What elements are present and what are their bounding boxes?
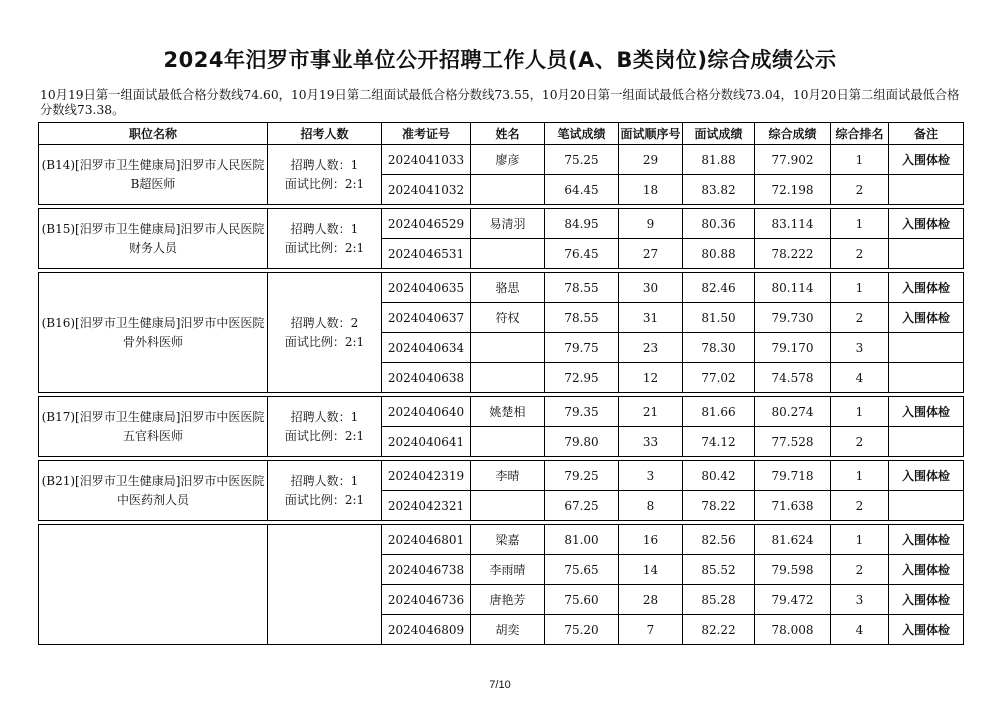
- ticket-cell: 2024046531: [382, 239, 471, 269]
- header-interview: 面试成绩: [683, 123, 755, 145]
- total-cell: 79.170: [755, 333, 831, 363]
- ticket-cell: 2024040635: [382, 273, 471, 303]
- table-header-row: [39, 123, 964, 145]
- rank-cell: 3: [831, 333, 889, 363]
- header-order: 面试顺序号: [619, 123, 683, 145]
- order-cell: 31: [619, 303, 683, 333]
- written-cell: 75.60: [545, 585, 619, 615]
- total-cell: 78.222: [755, 239, 831, 269]
- rank-cell: 2: [831, 175, 889, 205]
- rank-cell: 2: [831, 239, 889, 269]
- position-cell: (B17)[汨罗市卫生健康局]汨罗市中医医院五官科医师: [39, 397, 268, 457]
- remark-cell: [889, 175, 964, 205]
- rank-cell: 3: [831, 585, 889, 615]
- interview-cell: 85.52: [683, 555, 755, 585]
- name-cell: 李雨晴: [471, 555, 545, 585]
- remark-cell: 入围体检: [889, 397, 964, 427]
- total-cell: 79.598: [755, 555, 831, 585]
- recruit-info-cell: [268, 525, 382, 645]
- total-cell: 72.198: [755, 175, 831, 205]
- ticket-cell: 2024040634: [382, 333, 471, 363]
- header-total: 综合成绩: [755, 123, 831, 145]
- recruit-info-cell: [268, 273, 382, 393]
- order-cell: 33: [619, 427, 683, 457]
- name-cell: 廖彦: [471, 145, 545, 175]
- header-recruit: 招考人数: [268, 123, 382, 145]
- position-cell: (B14)[汨罗市卫生健康局]汨罗市人民医院B超医师: [39, 145, 268, 205]
- table-row: [39, 273, 964, 303]
- total-cell: 79.718: [755, 461, 831, 491]
- ticket-cell: 2024040638: [382, 363, 471, 393]
- name-cell: 梁嘉: [471, 525, 545, 555]
- interview-ratio: 面试比例：2:1: [284, 334, 365, 349]
- order-cell: 18: [619, 175, 683, 205]
- recruit-count: 招聘人数：2: [290, 315, 359, 330]
- name-cell: [471, 363, 545, 393]
- page-title: 2024年汨罗市事业单位公开招聘工作人员(A、B类岗位)综合成绩公示: [163, 48, 837, 72]
- rank-cell: 1: [831, 525, 889, 555]
- interview-cell: 77.02: [683, 363, 755, 393]
- written-cell: 78.55: [545, 303, 619, 333]
- ticket-cell: 2024041032: [382, 175, 471, 205]
- remark-cell: [889, 363, 964, 393]
- header-name: 姓名: [471, 123, 545, 145]
- written-cell: 64.45: [545, 175, 619, 205]
- rank-cell: 1: [831, 273, 889, 303]
- table-row: [39, 397, 964, 427]
- ticket-cell: 2024046736: [382, 585, 471, 615]
- order-cell: 16: [619, 525, 683, 555]
- name-cell: [471, 427, 545, 457]
- recruit-count: 招聘人数：1: [290, 473, 359, 488]
- name-cell: 姚楚相: [471, 397, 545, 427]
- interview-cell: 78.30: [683, 333, 755, 363]
- rank-cell: 4: [831, 363, 889, 393]
- table-row: [39, 145, 964, 175]
- table-row: [39, 209, 964, 239]
- rank-cell: 1: [831, 397, 889, 427]
- recruit-count: 招聘人数：1: [290, 157, 359, 172]
- position-cell: [39, 525, 268, 645]
- remark-cell: 入围体检: [889, 525, 964, 555]
- name-cell: 唐艳芳: [471, 585, 545, 615]
- remark-cell: 入围体检: [889, 461, 964, 491]
- interview-cell: 85.28: [683, 585, 755, 615]
- written-cell: 79.25: [545, 461, 619, 491]
- header-ticket: 准考证号: [382, 123, 471, 145]
- total-cell: 81.624: [755, 525, 831, 555]
- recruit-info-cell: [268, 145, 382, 205]
- interview-cell: 80.42: [683, 461, 755, 491]
- remark-cell: 入围体检: [889, 145, 964, 175]
- header-rank: 综合排名: [831, 123, 889, 145]
- order-cell: 30: [619, 273, 683, 303]
- interview-ratio: 面试比例：2:1: [284, 492, 365, 507]
- position-cell: (B21)[汨罗市卫生健康局]汨罗市中医医院中医药剂人员: [39, 461, 268, 521]
- total-cell: 80.274: [755, 397, 831, 427]
- ticket-cell: 2024040641: [382, 427, 471, 457]
- interview-ratio: 面试比例：2:1: [284, 176, 365, 191]
- interview-ratio: 面试比例：2:1: [284, 428, 365, 443]
- total-cell: 80.114: [755, 273, 831, 303]
- interview-ratio: 面试比例：2:1: [284, 240, 365, 255]
- interview-cell: 81.88: [683, 145, 755, 175]
- written-cell: 67.25: [545, 491, 619, 521]
- ticket-cell: 2024046809: [382, 615, 471, 645]
- ticket-cell: 2024040640: [382, 397, 471, 427]
- order-cell: 28: [619, 585, 683, 615]
- header-position: 职位名称: [39, 123, 268, 145]
- remark-cell: [889, 333, 964, 363]
- order-cell: 12: [619, 363, 683, 393]
- written-cell: 72.95: [545, 363, 619, 393]
- name-cell: [471, 175, 545, 205]
- position-cell: (B15)[汨罗市卫生健康局]汨罗市人民医院财务人员: [39, 209, 268, 269]
- remark-cell: 入围体检: [889, 615, 964, 645]
- written-cell: 75.20: [545, 615, 619, 645]
- order-cell: 9: [619, 209, 683, 239]
- rank-cell: 2: [831, 491, 889, 521]
- order-cell: 3: [619, 461, 683, 491]
- remark-cell: [889, 491, 964, 521]
- interview-cell: 83.82: [683, 175, 755, 205]
- recruit-info-cell: [268, 209, 382, 269]
- ticket-cell: 2024041033: [382, 145, 471, 175]
- remark-cell: 入围体检: [889, 273, 964, 303]
- order-cell: 7: [619, 615, 683, 645]
- rank-cell: 1: [831, 209, 889, 239]
- remark-cell: 入围体检: [889, 585, 964, 615]
- written-cell: 75.65: [545, 555, 619, 585]
- rank-cell: 2: [831, 427, 889, 457]
- total-cell: 77.902: [755, 145, 831, 175]
- interview-cell: 82.56: [683, 525, 755, 555]
- remark-cell: 入围体检: [889, 303, 964, 333]
- interview-cell: 78.22: [683, 491, 755, 521]
- written-cell: 79.80: [545, 427, 619, 457]
- name-cell: 易清羽: [471, 209, 545, 239]
- remark-cell: [889, 427, 964, 457]
- order-cell: 21: [619, 397, 683, 427]
- table-row: [39, 525, 964, 555]
- total-cell: 83.114: [755, 209, 831, 239]
- name-cell: [471, 491, 545, 521]
- total-cell: 78.008: [755, 615, 831, 645]
- written-cell: 76.45: [545, 239, 619, 269]
- recruit-count: 招聘人数：1: [290, 221, 359, 236]
- header-remark: 备注: [889, 123, 964, 145]
- recruit-info-cell: [268, 397, 382, 457]
- ticket-cell: 2024042319: [382, 461, 471, 491]
- rank-cell: 1: [831, 145, 889, 175]
- interview-cell: 74.12: [683, 427, 755, 457]
- rank-cell: 2: [831, 555, 889, 585]
- ticket-cell: 2024046801: [382, 525, 471, 555]
- header-written: 笔试成绩: [545, 123, 619, 145]
- name-cell: 李晴: [471, 461, 545, 491]
- results-table: [38, 122, 964, 645]
- order-cell: 23: [619, 333, 683, 363]
- interview-cell: 80.36: [683, 209, 755, 239]
- recruit-count: 招聘人数：1: [290, 409, 359, 424]
- order-cell: 8: [619, 491, 683, 521]
- remark-cell: 入围体检: [889, 209, 964, 239]
- name-cell: [471, 333, 545, 363]
- position-cell: (B16)[汨罗市卫生健康局]汨罗市中医医院骨外科医师: [39, 273, 268, 393]
- name-cell: 胡奕: [471, 615, 545, 645]
- score-threshold-note: 10月19日第一组面试最低合格分数线74.60，10月19日第二组面试最低合格分数线73.55，10月20日第一组面试最低合格分数线73.04，10月20日第二组面试最低合格分数线73.38。: [40, 88, 960, 117]
- total-cell: 79.472: [755, 585, 831, 615]
- recruit-info-cell: [268, 461, 382, 521]
- ticket-cell: 2024046529: [382, 209, 471, 239]
- page-number: 7/10: [489, 679, 511, 691]
- written-cell: 79.75: [545, 333, 619, 363]
- remark-cell: 入围体检: [889, 555, 964, 585]
- rank-cell: 4: [831, 615, 889, 645]
- order-cell: 29: [619, 145, 683, 175]
- interview-cell: 80.88: [683, 239, 755, 269]
- interview-cell: 81.66: [683, 397, 755, 427]
- written-cell: 79.35: [545, 397, 619, 427]
- order-cell: 14: [619, 555, 683, 585]
- written-cell: 84.95: [545, 209, 619, 239]
- ticket-cell: 2024042321: [382, 491, 471, 521]
- interview-cell: 82.22: [683, 615, 755, 645]
- ticket-cell: 2024040637: [382, 303, 471, 333]
- name-cell: 符权: [471, 303, 545, 333]
- written-cell: 78.55: [545, 273, 619, 303]
- results-body: [39, 145, 964, 645]
- table-row: [39, 461, 964, 491]
- total-cell: 79.730: [755, 303, 831, 333]
- rank-cell: 1: [831, 461, 889, 491]
- total-cell: 74.578: [755, 363, 831, 393]
- total-cell: 71.638: [755, 491, 831, 521]
- interview-cell: 82.46: [683, 273, 755, 303]
- rank-cell: 2: [831, 303, 889, 333]
- order-cell: 27: [619, 239, 683, 269]
- ticket-cell: 2024046738: [382, 555, 471, 585]
- written-cell: 81.00: [545, 525, 619, 555]
- interview-cell: 81.50: [683, 303, 755, 333]
- total-cell: 77.528: [755, 427, 831, 457]
- name-cell: [471, 239, 545, 269]
- remark-cell: [889, 239, 964, 269]
- written-cell: 75.25: [545, 145, 619, 175]
- name-cell: 骆思: [471, 273, 545, 303]
